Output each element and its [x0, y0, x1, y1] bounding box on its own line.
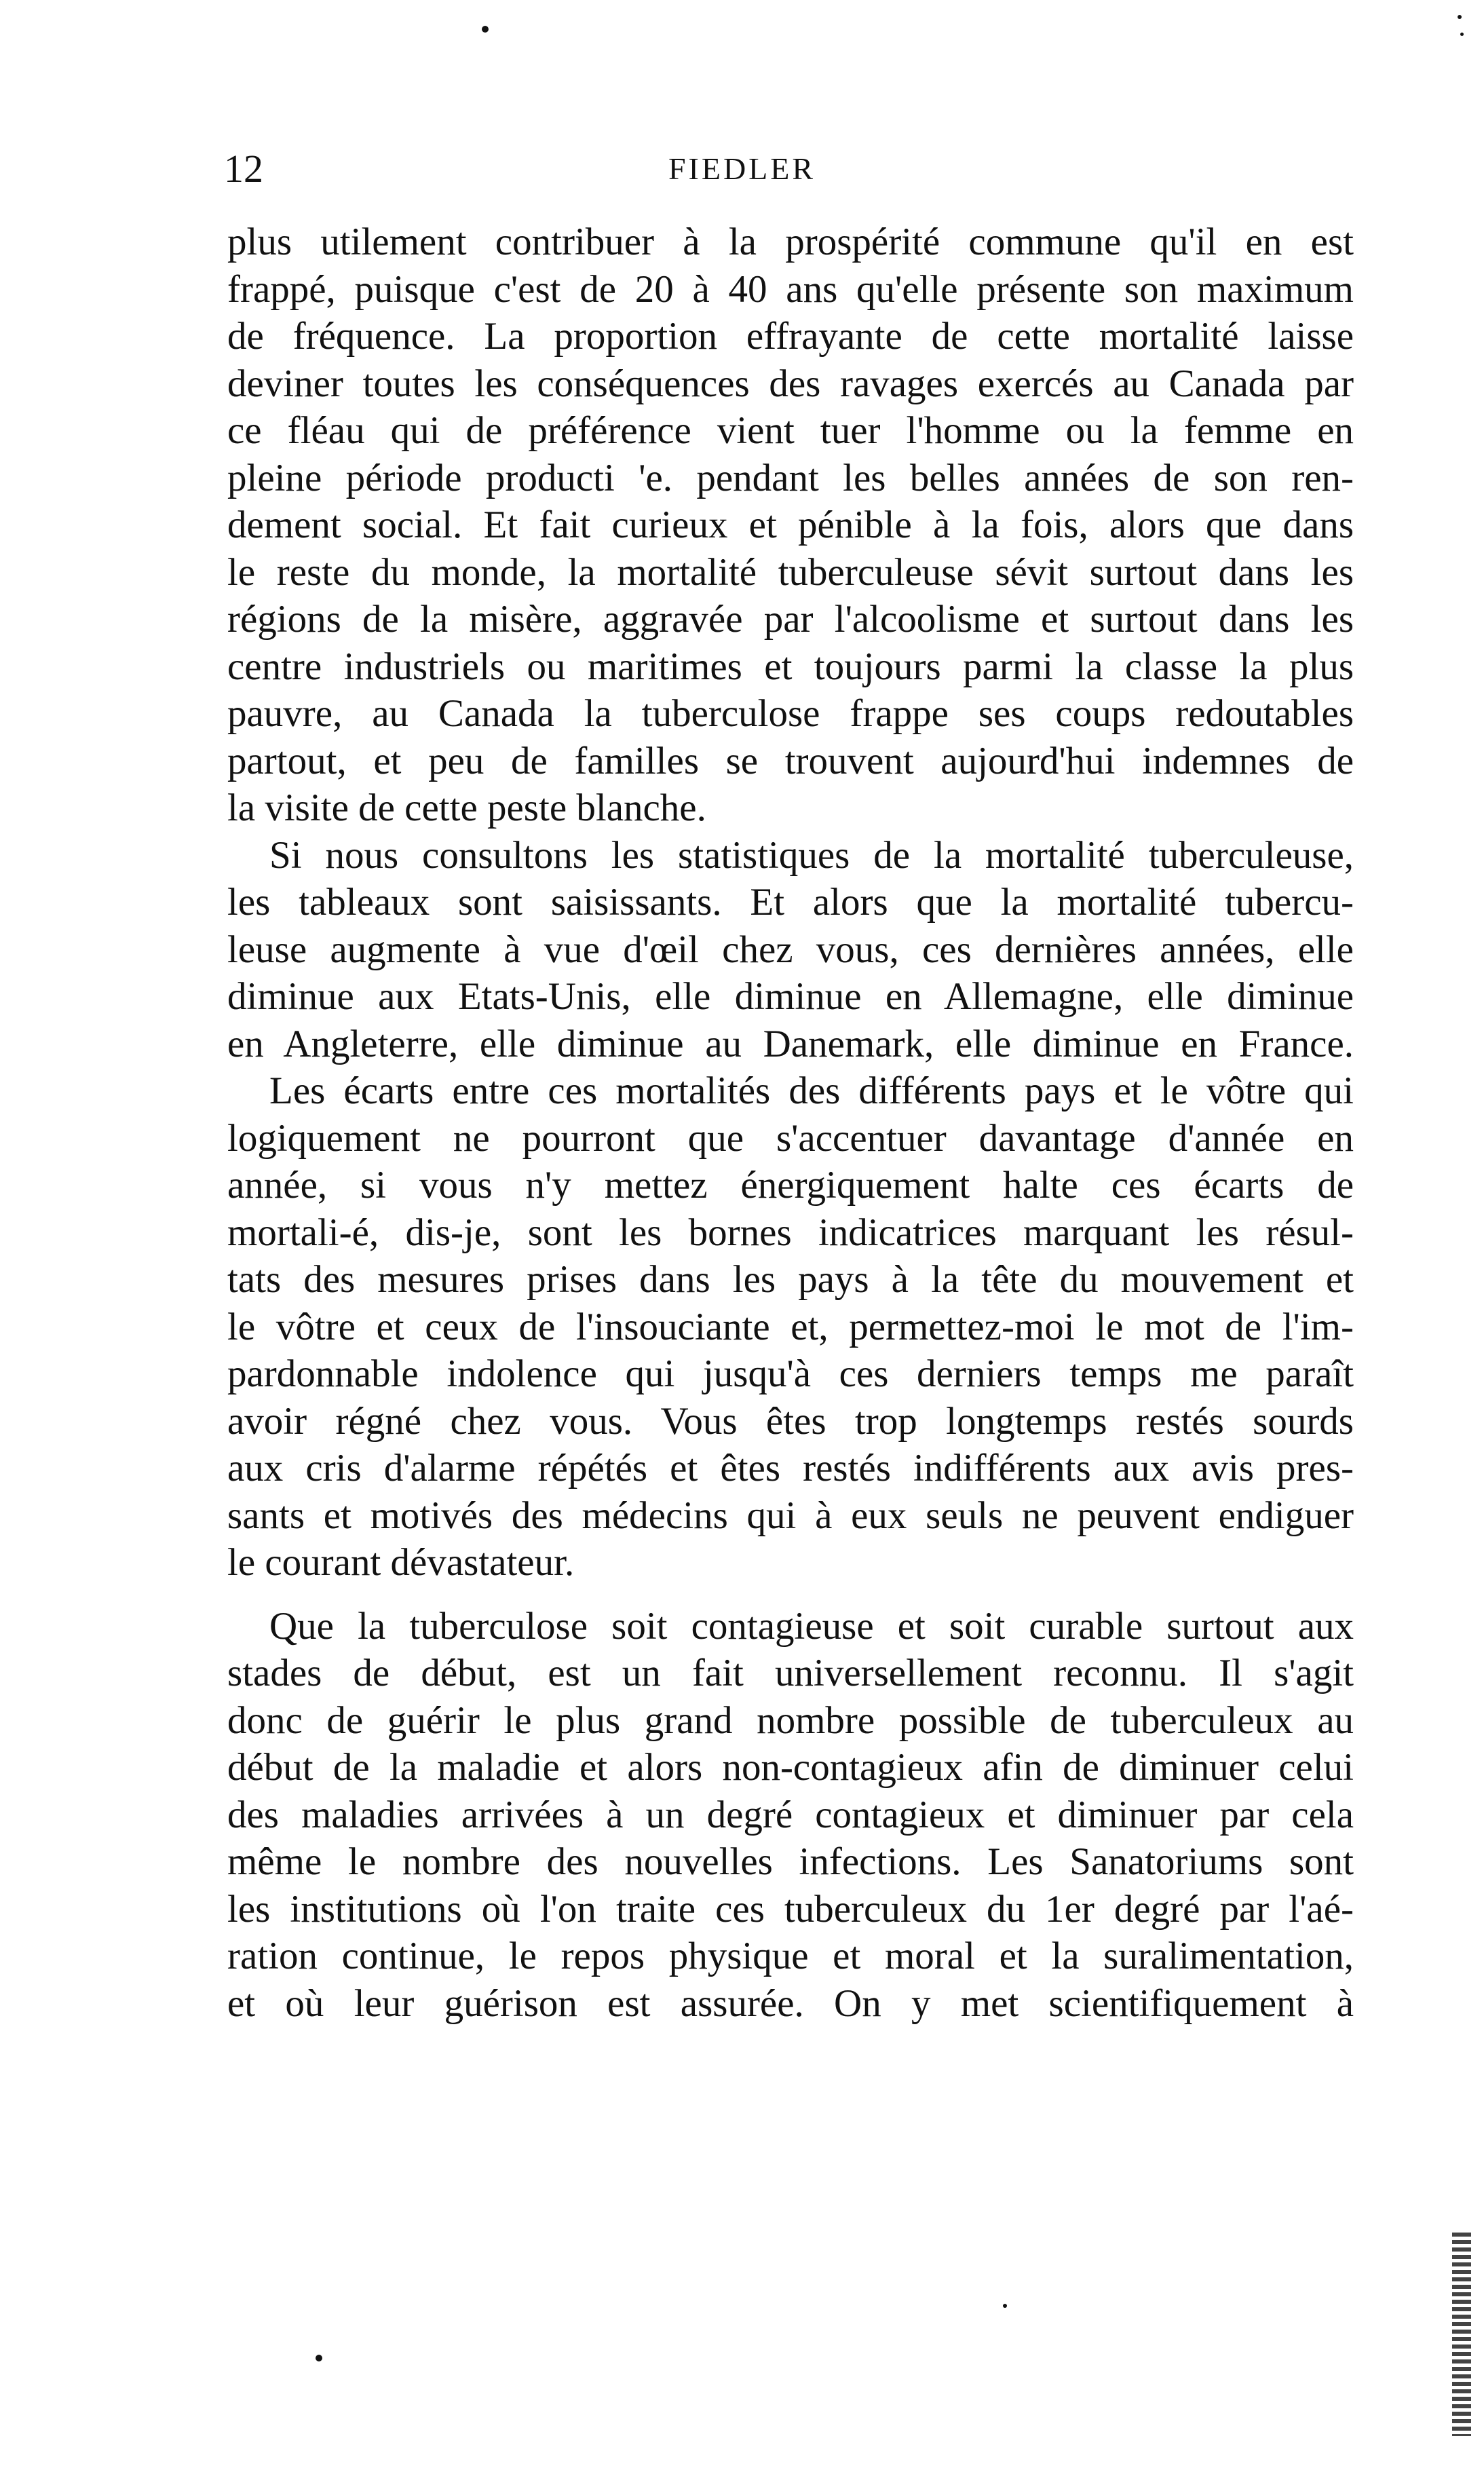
text-line: le reste du monde, la mortalité tuberculeuse sévit surtout dans les — [227, 550, 1354, 594]
text-line: centre industriels ou maritimes et toujours parmi la classe la plus — [227, 645, 1354, 688]
text-line: début de la maladie et alors non-contagieux afin de diminuer celui — [227, 1746, 1354, 1789]
paragraph-spacer — [227, 1587, 1354, 1603]
paragraph-3 — [227, 1067, 1354, 1587]
text-line: le courant dévastateur. — [227, 1541, 575, 1584]
text-line: régions de la misère, aggravée par l'alcoolisme et surtout dans les — [227, 598, 1354, 641]
ink-speck — [1458, 15, 1462, 19]
text-line: frappé, puisque c'est de 20 à 40 ans qu'elle présente son maximum — [227, 267, 1354, 311]
text-line: dement social. Et fait curieux et pénible à la fois, alors que dans — [227, 504, 1354, 546]
paragraph-4 — [227, 1603, 1354, 2028]
paragraph-1 — [227, 219, 1354, 832]
text-line: sants et motivés des médecins qui à eux seuls ne peuvent endiguer — [227, 1494, 1354, 1537]
text-line: Les écarts entre ces mortalités des différents pays et le vôtre qui — [269, 1069, 1354, 1112]
text-line: la visite de cette peste blanche. — [227, 786, 706, 829]
paragraph-2 — [227, 832, 1354, 1068]
text-line: partout, et peu de familles se trouvent aujourd'hui indemnes de — [227, 739, 1354, 782]
ink-speck — [316, 2355, 322, 2361]
ink-speck — [482, 26, 489, 33]
text-line: année, si vous n'y mettez énergiquement halte ces écarts de — [227, 1164, 1354, 1207]
text-line: en Angleterre, elle diminue au Danemark, elle diminue en France. — [227, 1022, 1354, 1065]
text-line: mortali-é, dis-je, sont les bornes indicatrices marquant les résul- — [227, 1211, 1354, 1254]
text-line: ration continue, le repos physique et moral et la suralimentation, — [227, 1935, 1354, 1977]
ink-speck — [1003, 2304, 1007, 2308]
ink-speck — [1460, 33, 1464, 36]
text-line: plus utilement contribuer à la prospérité commune qu'il en est — [227, 221, 1354, 263]
running-title: FIEDLER — [668, 151, 816, 186]
text-line: même le nombre des nouvelles infections. Les Sanatoriums sont — [227, 1840, 1354, 1883]
page-number: 12 — [224, 147, 263, 191]
text-line: de fréquence. La proportion effrayante de cette mortalité laisse — [227, 315, 1354, 358]
body-text — [227, 219, 1354, 2027]
text-line: diminue aux Etats-Unis, elle diminue en Allemagne, elle diminue — [227, 975, 1354, 1018]
text-line: aux cris d'alarme répétés et êtes restés indifférents aux avis pres- — [227, 1447, 1354, 1489]
text-line: des maladies arrivées à un degré contagieux et diminuer par cela — [227, 1793, 1354, 1836]
text-line: deviner toutes les conséquences des ravages exercés au Canada par — [227, 362, 1354, 405]
text-line: le vôtre et ceux de l'insouciante et, permettez-moi le mot de l'im- — [227, 1305, 1354, 1348]
text-line: tats des mesures prises dans les pays à la tête du mouvement et — [227, 1258, 1354, 1301]
text-line: logiquement ne pourront que s'accentuer davantage d'année en — [227, 1116, 1354, 1160]
text-line: leuse augmente à vue d'œil chez vous, ces dernières années, elle — [227, 928, 1354, 971]
text-line: donc de guérir le plus grand nombre possible de tuberculeux au — [227, 1698, 1354, 1742]
text-line: avoir régné chez vous. Vous êtes trop longtemps restés sourds — [227, 1399, 1354, 1443]
text-line: pauvre, au Canada la tuberculose frappe ses coups redoutables — [227, 692, 1354, 735]
text-line: Si nous consultons les statistiques de la mortalité tuberculeuse, — [269, 833, 1354, 877]
text-line: pardonnable indolence qui jusqu'à ces derniers temps me paraît — [227, 1352, 1354, 1395]
text-line: les tableaux sont saisissants. Et alors que la mortalité tubercu- — [227, 881, 1354, 924]
text-line: Que la tuberculose soit contagieuse et soit curable surtout aux — [269, 1604, 1354, 1648]
text-line: pleine période producti 'e. pendant les belles années de son ren- — [227, 456, 1354, 499]
scan-edge-artifact — [1452, 2233, 1471, 2436]
text-line: les institutions où l'on traite ces tuberculeux du 1er degré par l'aé- — [227, 1887, 1354, 1931]
text-line: et où leur guérison est assurée. On y met scientifiquement à — [227, 1981, 1354, 2025]
text-line: ce fléau qui de préférence vient tuer l'homme ou la femme en — [227, 409, 1354, 452]
text-line: stades de début, est un fait universellement reconnu. Il s'agit — [227, 1652, 1354, 1694]
